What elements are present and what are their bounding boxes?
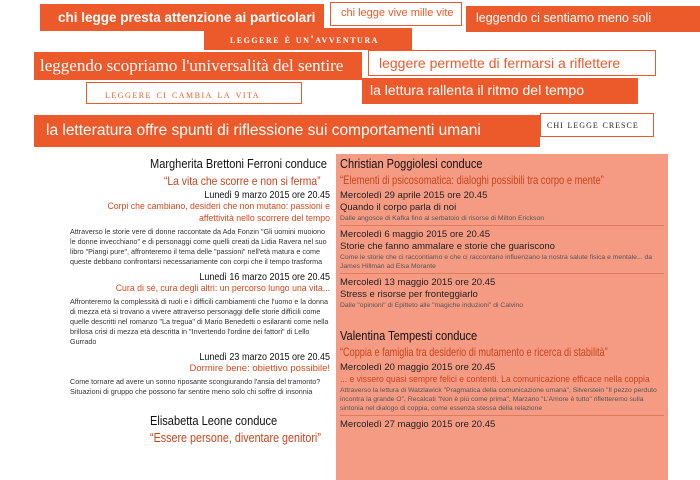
tag-riflettere: leggere permette di fermarsi a riflettere: [368, 50, 656, 76]
conductor-brettoni: Margherita Brettoni Ferroni conduce: [150, 156, 327, 171]
session-date: Lunedì 23 marzo 2015 ore 20.45: [199, 352, 330, 363]
session-date: Mercoledì 29 aprile 2015 ore 20.45: [340, 190, 488, 201]
session-subtitle: Stress e risorse per fronteggiarlo: [340, 289, 478, 300]
tag-avventura: leggere è un'avventura: [204, 28, 412, 50]
session-date: Mercoledì 13 maggio 2015 ore 20.45: [340, 277, 496, 288]
session-block: [340, 277, 664, 310]
session-description: Affronteremo la complessità di ruoli e i difficili cambiamenti che l'uomo e la donna di mezza età si trovano a vivere attraverso personaggi delle storie difficili come quelle descritti nel romanzo "La tregua" di Mario Benedetti o esilaranti come nella brillosa crisi di mezza età descritta in "Invertendo l'ordine dei fattori" di Lello Gurrado: [70, 297, 329, 346]
session-subtitle: Storie che fanno ammalare e storie che guariscono: [340, 241, 555, 252]
conductor-poggiolesi: Christian Poggiolesi conduce: [340, 156, 483, 171]
session-block: [340, 362, 664, 413]
tag-mille-vite: chi legge vive mille vite: [330, 2, 462, 26]
session-description: Come tornare ad avere un sonno riposante scongiurando l'ansia del tramonto? Situazioni di gruppo che possono far sentire meno solo chi soffre di insonnia: [70, 377, 321, 396]
right-column: [336, 154, 668, 480]
session-block: [340, 229, 664, 271]
session-block: [340, 190, 664, 223]
session-description: Dalle angosce di Kafka fino al serbatoio di risorse di Milton Erickson: [340, 215, 545, 222]
session-description: Come le storie che ci raccontiamo e che ci raccontano influenzano la nostra salute fisica e mentale... da James Hillman ad Elsa Morante: [340, 254, 653, 270]
session-subtitle: Dormire bene: obiettivo possibile!: [189, 363, 330, 374]
tag-universalita: leggendo scopriamo l'universalità del sentire: [34, 52, 362, 80]
session-subtitle: Cura di sé, cura degli altri: un percorso lungo una vita...: [115, 283, 330, 294]
course-title-vita: “La vita che scorre e non si ferma”: [164, 174, 321, 188]
session-date: Lunedì 16 marzo 2015 ore 20.45: [199, 272, 330, 283]
tag-rallenta: la lettura rallenta il ritmo del tempo: [362, 78, 638, 104]
tag-cresce: chi legge cresce: [540, 113, 654, 137]
conductor-leone: Elisabetta Leone conduce: [150, 413, 278, 428]
course-title-psicosomatica: “Elementi di psicosomatica: dialoghi possibili tra corpo e mente”: [340, 173, 604, 187]
divider: [340, 225, 664, 226]
tag-letteratura: la letteratura offre spunti di riflessione sui comportamenti umani: [34, 115, 540, 147]
session-date: Mercoledì 27 maggio 2015 ore 20.45: [340, 419, 496, 430]
course-title-coppia: “Coppia e famiglia tra desiderio di mutamento e ricerca di stabilità”: [340, 345, 608, 359]
conductor-tempesti: Valentina Tempesti conduce: [340, 328, 478, 343]
session-description: Dalle "opinioni" di Epitteto alle "magiche induzioni" di Calvino: [340, 302, 524, 309]
session-date: Lunedì 9 marzo 2015 ore 20.45: [204, 190, 330, 201]
tag-cambia-vita: leggere ci cambia la vita: [86, 82, 302, 104]
session-date: Mercoledì 6 maggio 2015 ore 20.45: [340, 229, 490, 240]
session-block: [62, 190, 334, 267]
session-subtitle: Corpi che cambiano, desideri che non mutano: passioni e affettività nello scorrere del tempo: [107, 201, 330, 224]
session-description: Attraverso la lettura di Watzlawick "Pragmatica della comunicazione umana", Silverstein "Il pezzo perduto incontra la grande O", Recalcati "Non è più come prima", Marzano "L'Amore è tutto" rifletteremo sulla sintonia nel dialogo di coppia, come essenza stessa della relazione: [340, 387, 657, 412]
session-subtitle: ... e vissero quasi sempre felici e contenti. La comunicazione efficace nella coppia: [340, 374, 650, 385]
tag-meno-soli: leggendo ci sentiamo meno soli: [466, 6, 700, 32]
divider: [340, 273, 664, 274]
session-block: [62, 352, 334, 397]
session-block: [340, 419, 664, 431]
tag-particolari: chi legge presta attenzione ai particolari: [40, 4, 324, 31]
course-title-genitori: “Essere persone, diventare genitori”: [150, 431, 321, 445]
divider: [340, 415, 664, 416]
session-description: Attraverso le storie vere di donne raccontate da Ada Fonzin "Gli uomini muoiono le donne invecchiano" e di personaggi come quelli creati da Lidia Ravera nel suo libro "Piangi pure", affronteremo il tema delle "passioni" nell'età matura e come queste debbano confrontarsi necessariamente con corpi che il tempo trasforma: [70, 227, 327, 266]
session-date: Mercoledì 20 maggio 2015 ore 20.45: [340, 362, 496, 373]
left-column: [62, 154, 334, 480]
session-subtitle: Quando il corpo parla di noi: [340, 202, 457, 213]
session-block: [62, 272, 334, 347]
